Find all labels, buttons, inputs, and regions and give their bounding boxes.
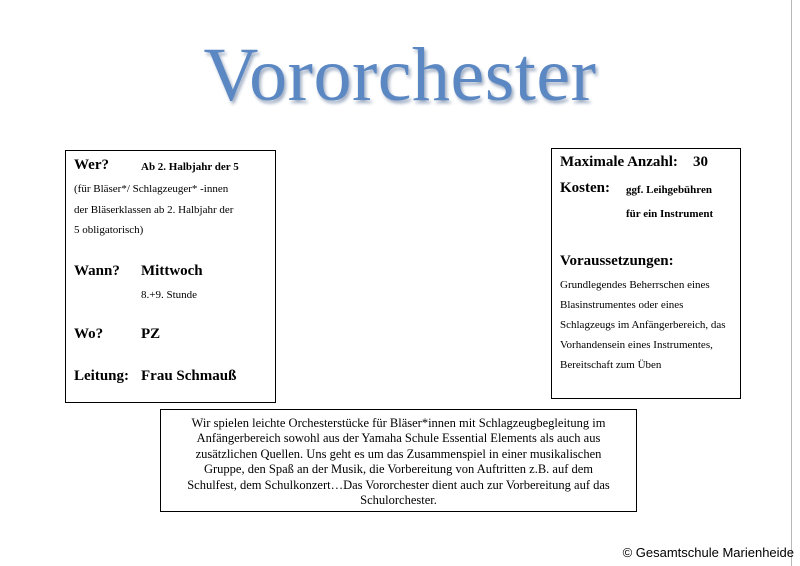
wann-value: Mittwoch <box>141 263 203 279</box>
kosten-value: für ein Instrument <box>626 208 714 220</box>
description-text <box>169 416 628 508</box>
info-box-left <box>65 150 276 403</box>
wer-detail-line: der Bläserklassen ab 2. Halbjahr der <box>74 204 234 216</box>
max-anzahl-value: 30 <box>693 154 708 170</box>
description-line: Wir spielen leichte Orchesterstücke für Bläser*innen mit Schlagzeugbegleitung im <box>191 416 606 430</box>
wo-label: Wo? <box>74 326 104 342</box>
wer-value: Ab 2. Halbjahr der 5 <box>141 161 239 173</box>
wer-label: Wer? <box>74 157 109 173</box>
max-anzahl-label: Maximale Anzahl: <box>560 154 678 170</box>
wann-detail: 8.+9. Stunde <box>141 289 198 301</box>
info-box-right <box>551 148 741 399</box>
voraussetzungen-label: Voraussetzungen: <box>560 253 674 269</box>
voraussetzungen-line: Blasinstrumentes oder eines <box>560 299 684 311</box>
description-line: Schulorchester. <box>360 493 437 508</box>
voraussetzungen-line: Vorhandensein eines Instrumentes, <box>560 339 713 351</box>
description-line: zusätzlichen Quellen. Uns geht es um das Zusammenspiel in einer musikalischen <box>195 446 602 461</box>
description-box <box>160 409 637 512</box>
voraussetzungen-line: Grundlegendes Beherrschen eines <box>560 279 710 291</box>
description-line: Gruppe, den Spaß an der Musik, die Vorbereitung von Auftritten z.B. auf dem <box>203 462 594 477</box>
wer-detail-line: 5 obligatorisch) <box>74 224 144 236</box>
leitung-value: Frau Schmauß <box>141 368 237 384</box>
voraussetzungen-line: Bereitschaft zum Üben <box>560 359 662 371</box>
wer-detail-line: (für Bläser*/ Schlagzeuger* -innen <box>74 183 229 195</box>
wo-value: PZ <box>141 326 161 342</box>
kosten-label: Kosten: <box>560 180 610 196</box>
wann-label: Wann? <box>74 263 120 279</box>
voraussetzungen-line: Schlagzeugs im Anfängerbereich, das <box>560 319 726 331</box>
page-title: Vororchester <box>203 33 597 117</box>
description-line: Schulfest, dem Schulkonzert…Das Vororchester dient auch zur Vorbereitung auf das <box>187 477 610 492</box>
leitung-label: Leitung: <box>74 368 130 384</box>
kosten-value: ggf. Leihgebühren <box>626 184 712 196</box>
copyright-notice: © Gesamtschule Marienheide <box>622 545 794 560</box>
description-line: Anfängerbereich sowohl aus der Yamaha Schule Essential Elements als auch aus <box>196 431 601 446</box>
